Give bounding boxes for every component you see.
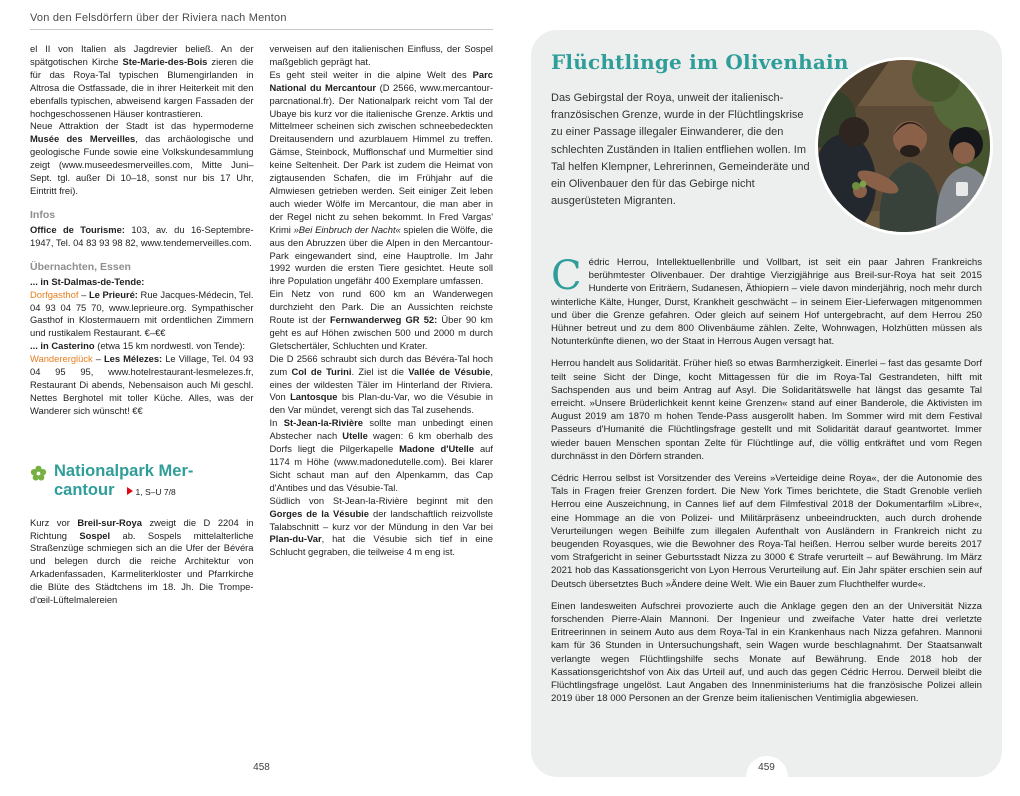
text-run: Über 90 km geht es auf Höhen zwischen 500 und 2000 m durch Gletschertäler, Schluchten und Krater. [269, 314, 493, 351]
text-run: Breil-sur-Roya [77, 516, 142, 528]
text-run: Wandererglück [30, 353, 93, 365]
text-run: Parc National du Mercantour [269, 68, 493, 93]
text-run: – [92, 353, 104, 365]
text-run: Le Village, Tel. 04 93 04 95 95, www.hotelrestaurant-lesmelezes.fr, Restaurant Di abends, Nebensaison auch Mi geschl. Nettes Berghotel mit toller Küche. Alles, was der Wanderer sich wünscht! €€ [30, 353, 254, 416]
text-run: Le Prieuré: [88, 288, 138, 300]
drop-cap: C [551, 253, 582, 299]
text-run: (D 2566, www.mercantour-parcnational.fr). Der Nationalpark reicht vom Tal der Ubaye bis kurz vor die italienische Grenze. Arktis und Mittelmeer scheinen sich zwischen schneebedeckten Dreitausendern und azurblauem Himmel zu treffen. Gämse, Steinbock, Mufflonschaf und Murmeltier sind keine Seltenheit. Der Park ist zudem die Heimat von zigtausenden Schafen, die im Frühjahr auf die Almwiesen getrieben werden. Seit einiger Zeit leben auch wieder Wölfe im Mercantour, die man aber in der Regel nicht zu sehen bekommt. In Fred Vargas' Krimi [269, 81, 493, 235]
feature-body [551, 253, 982, 706]
text-run: bis Plan-du-Var, wo die Vésubie in den Var mündet, verengt sich das Tal zusehends. [269, 391, 493, 416]
paragraph [30, 340, 254, 353]
text-run: der landschaftlich reizvollste Talabschnitt – kurz vor der Mündung in den Var bei [269, 507, 493, 532]
paragraph [30, 43, 254, 120]
paragraph [30, 289, 254, 341]
subsection-heading: Infos [30, 208, 56, 221]
feature-top [551, 90, 982, 242]
text-column-2 [270, 43, 494, 751]
paragraph [30, 517, 254, 607]
running-header: Von den Felsdörfern über der Riviera nach Menton [30, 12, 287, 24]
text-run: In [269, 417, 284, 429]
text-run: . Ziel ist die [351, 365, 409, 377]
text-run: 103, av. du 16-Septembre-1947, Tel. 04 83 93 98 82, www.tendemerveilles.com. [30, 223, 254, 248]
text-run: Die D 2566 schraubt sich durch das Bévéra-Tal hoch zum [269, 352, 493, 377]
paragraph [30, 276, 254, 289]
text-run: el II von Italien als Jagdrevier beließ. An der spätgotischen Kirche [30, 43, 254, 67]
text-run: , hat die Vésubie sich tief in eine Schlucht gegraben, die teilweise 4 m eng ist. [269, 533, 493, 558]
text-run: Lantosque [290, 391, 338, 403]
text-run: Plan-du-Var [269, 533, 322, 545]
paragraph [270, 353, 494, 418]
feature-paragraph: Cédric Herrou selbst ist Vorsitzender des Vereins »Verteidige deine Roya«, der die Autonomie des Tals in Fragen freier Grenzen fordert. Die New York Times berichtete, die Stadt Grenoble verlieh Herrou eine Auszeichnung, in Cannes lief auf dem Filmfestival 2018 der Dokumentarfilm »Libre«, eine Hommage an die von Polizei- und Militärpräsenz unbeeindruckten, auch durch drohende Verurteilungen wegen Beihilfe zum illegalen Aufenthalt von Ausländern in Frankreich nicht zu beugenden Royasques, wie die Bewohner des Roya-Tal heißen. Herrou selber wurde bereits 2017 vom Strafgericht in seiner Geburtsstadt Nizza zu 3000 € Strafe verurteilt – auf Bewährung. Im März 2021 hob das Kassationsgericht von Lyon Herrous Verurteilung auf. Ein Jahr später erschien sein auf Deutsch übersetztes Buch »Ändere deine Welt. Wie ein Bauer zum Fluchthelfer wurde«. [551, 473, 982, 590]
paragraph [270, 43, 494, 69]
section-heading-mercantour [30, 462, 254, 502]
paragraph [270, 69, 494, 288]
text-run: verweisen auf den italienischen Einfluss, der Sospel maßgeblich geprägt hat. [269, 43, 493, 67]
text-run: Gorges de la Vésubie [269, 507, 369, 519]
text-run: Ein Netz von rund 600 km an Wanderwegen durchzieht den Park. Die an Aussichten reichste Route ist der [269, 288, 493, 326]
feature-box [531, 30, 1002, 777]
paragraph [270, 495, 494, 560]
paragraph [270, 417, 494, 494]
text-run: sollte man unbedingt einen Abstecher nach [269, 417, 493, 442]
map-arrow-icon [127, 487, 133, 495]
text-run: Musée des Merveilles [30, 133, 136, 145]
subsection-heading: Übernachten, Essen [30, 260, 131, 273]
text-run: ab. Sospels mittelalterliche Straßenzüge schmiegen sich an die Ufer der Bévéra und belegen durch die reiche Architektur von Arkadenfassaden, Karmeliterkloster und Pfarrkirche die Blüte des Städtchens im 18. Jh. Die Trompe-d'œil-Lüftelmalereien [30, 529, 254, 606]
text-run: St-Jean-la-Rivière [283, 417, 363, 429]
text-run: – [78, 288, 89, 300]
text-run: Dorfgasthof [30, 288, 79, 300]
text-run: Madone d'Utelle [399, 443, 474, 455]
text-run: Col de Turini [291, 365, 352, 377]
text-run: (etwa 15 km nordwestl. von Tende): [94, 340, 246, 352]
text-run: Sospel [79, 529, 111, 541]
text-run: Südlich von St-Jean-la-Rivière beginnt mit den [269, 494, 493, 506]
text-column-1 [30, 43, 254, 751]
text-run: ... in Casterino [30, 340, 95, 352]
text-run: spielen die Wölfe, die aus den Abruzzen über die Alpen in den Mercantour-Park eingewandert sind, eine Hauptrolle. Im Jahr 1992 wurden die ersten Tiere gesichtet. Heute soll ihre Population ungefähr 400 Exemplare umfassen. [269, 223, 493, 287]
feature-title: Flüchtlinge im Olivenhain [551, 50, 849, 74]
page-number-left: 458 [253, 762, 270, 773]
feature-intro: Das Gebirgstal der Roya, unweit der italienisch-französischen Grenze, wurde in der Flüchtlingskrise zu einer Passage illegaler Einwanderer, die den schlechten Zuständen in Italien entfliehen wollen. Im Tal helfen Klempner, Lehrerinnen, Gemeinderäte und ein Olivenbauer den für das Gebirge nicht ausgerüsteten Migranten. [551, 92, 810, 208]
paragraph [30, 120, 254, 197]
page-number-right: 459 [758, 762, 775, 773]
text-columns [30, 43, 493, 751]
text-run: auf 1174 m Höhe (www.madonedutelle.com). Bei klarer Sicht schaut man auf den Alpenkamm, das Cap d'Antibes und das Vésubie-Tal. [269, 443, 493, 493]
text-run: Les Mélezes: [103, 353, 163, 365]
text-run: Vallée de Vésubie [408, 365, 491, 377]
text-run: Es geht steil weiter in die alpine Welt des [269, 68, 473, 80]
text-run: Utelle [342, 430, 368, 442]
text-run: zweigt die D 2204 in Richtung [30, 516, 254, 541]
feature-paragraph: Cédric Herrou, Intellektuellenbrille und Vollbart, ist seit ein paar Jahren Frankreichs berühmtester Olivenbauer. Der drahtige Vierzigjährige aus Breil-sur-Roya hat seit 2015 Hunderte von Eriträern, Sudanesen, Äthiopiern – viele davon minderjährig, noch mehr durch winterliche Kälte, Hunger, Durst, Krankheit geschwächt – in seinem Eier-Lieferwagen mitgenommen und über die Grenze gefahren. Oder gleich auf seinem Hof untergebracht, auf dem Herrou 250 Hühner betreut und zu dem 800 Olivenbäume zählen. Zelte, Wohnwagen, Holzhütten müssen als Notunterkünfte dienen, wo der Staat in Herrous Augen versagt hat. [551, 253, 982, 348]
text-run: , eines der wildesten Täler im Hinterland der Riviera. Von [269, 365, 493, 403]
text-run: , das archäologische und geologische Funde sowie eine Volkskundesammlung zeigt (www.museedesmerveilles.com, Mitte Juni–Sept. tgl. außer Di 10–18, sonst nur bis 17 Uhr, Eintritt frei). [30, 133, 254, 196]
text-run: Kurz vor [30, 516, 78, 528]
paragraph [30, 224, 254, 250]
olive-grove-photo [818, 60, 990, 232]
header-rule [30, 29, 493, 30]
flower-icon [30, 462, 47, 482]
text-run: zieren die für das Roya-Tal typischen Blumengirlanden in Altrosa die Ostfassade, die in ihrer Heiterkeit mit den ebenfalls typischen, abweisend kargen Fassaden der hochgeschossenen Häuser kontrastieren. [30, 55, 254, 119]
paragraph [270, 288, 494, 353]
text-run: »Bei Einbruch der Nacht« [293, 223, 401, 235]
left-page [30, 12, 493, 773]
paragraph [30, 353, 254, 418]
text-run: Office de Tourisme: [30, 223, 125, 235]
feature-paragraph: Einen landesweiten Aufschrei provozierte auch die Anklage gegen den an der Universität Nizza forschenden Pierre-Alain Mannoni. Der Ingenieur und zweifache Vater hatte drei verletzte Eritreerinnen in seinem Auto aus dem Roya-Tal in ein Krankenhaus nach Nizza gefahren. Mannoni kam für 36 Stunden in Untersuchungshaft, sein Wagen wurde beschlagnahmt. Der Staatsanwalt verlangte wegen Flüchtlingshilfe sechs Monate auf Bewährung. Ende 2018 hob der Kassationsgerichtshof von Aix das Urteil auf, und auch das gegen Cédric Herrou. Derweil bleibt die Flüchtlingsfrage ungelöst. Laut Angaben des Innenministeriums hat die französische Polizei allein 2019 über 18 000 Personen an der Grenze beim italienischen Ventimiglia abgewiesen. [551, 600, 982, 705]
feature-paragraph: Herrou handelt aus Solidarität. Früher hieß so etwas Barmherzigkeit. Einerlei – fast das gesamte Dorf teilt seine Sicht der Dinge, kocht Mittagessen für die im Roya-Tal Gestrandeten, hilft mit Sachspenden aus und beim Antrag auf Asyl. Die Solidaritätswelle hat längst das gesamte Tal erreicht. »Unsere Brüderlichkeit kennt keine Grenzen« stand auf einer Banderole, die Aktivisten im August 2019 am 1870 m hohen Tende-Pass ausgerollt haben. Im Sommer wird mit dem Festival Passeurs d'Humanité die Flüchtlingsfrage gestellt und mit Solidarität darauf geantwortet. Immer wieder bauen Menschen spontan Zelte für Flüchtlinge auf, die völlig entkräftet und vom Regen durchnässt in den Dörfern stranden. [551, 358, 982, 462]
text-run: Neue Attraktion der Stadt ist das hypermoderne [30, 120, 254, 132]
text-run: Ste-Marie-des-Bois [122, 55, 208, 67]
text-run: wagen: 6 km oberhalb des Dorfs liegt die Pilgerkapelle [269, 430, 493, 455]
section-title: Nationalpark Mer- cantour 1, S–U 7/8 [54, 461, 194, 499]
text-run: ... in St-Dalmas-de-Tende: [30, 275, 145, 287]
text-run: Rue Jacques-Médecin, Tel. 04 93 04 75 70, www.leprieure.org. Sympathischer Gasthof in Klostermauern mit ordentlichen Zimmern und rustikalem Restaurant. €–€€ [30, 288, 254, 339]
text-run: Fernwanderweg GR 52: [329, 314, 438, 326]
map-reference: 1, S–U 7/8 [127, 487, 176, 497]
